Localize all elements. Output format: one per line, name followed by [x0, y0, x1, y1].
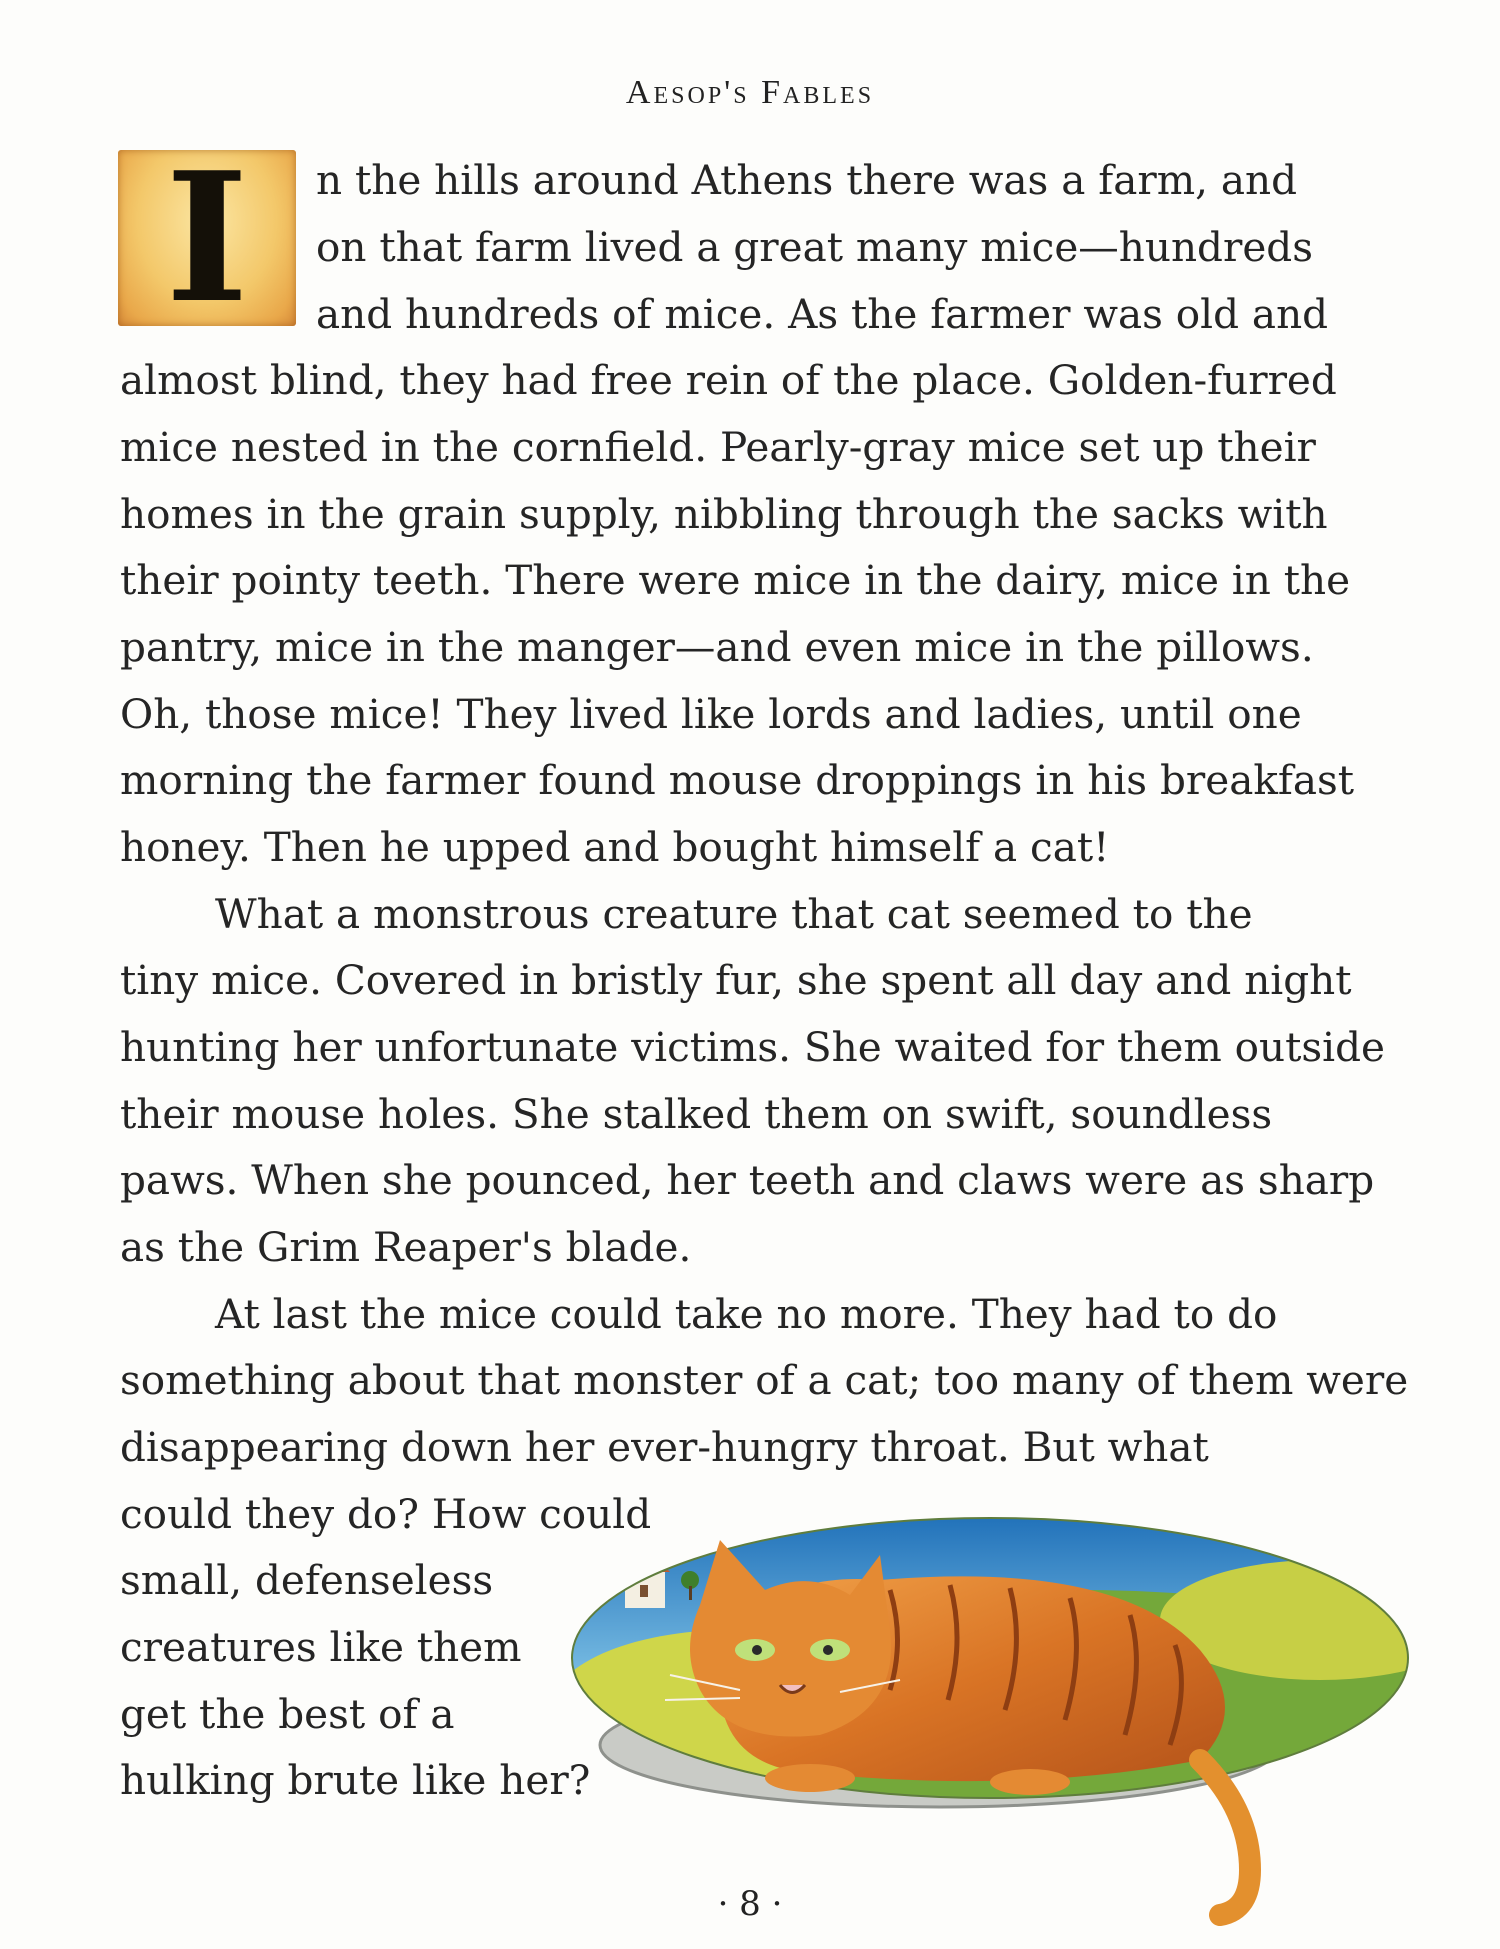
- text-line: could they do? How could: [120, 1490, 652, 1538]
- text-line: pantry, mice in the manger—and even mice in the pillows.: [120, 623, 1314, 671]
- text-line: morning the farmer found mouse droppings in his breakfast: [120, 756, 1355, 804]
- text-line: their pointy teeth. There were mice in the dairy, mice in the: [120, 556, 1351, 604]
- text-line: tiny mice. Covered in bristly fur, she spent all day and night: [120, 956, 1352, 1004]
- drop-cap-letter: I: [165, 133, 249, 342]
- text-line: mice nested in the cornfield. Pearly-gray mice set up their: [120, 423, 1316, 471]
- text-line: their mouse holes. She stalked them on swift, soundless: [120, 1090, 1273, 1138]
- text-line: hunting her unfortunate victims. She waited for them outside: [120, 1023, 1385, 1071]
- text-line: as the Grim Reaper's blade.: [120, 1223, 692, 1271]
- text-line: disappearing down her ever-hungry throat. But what: [120, 1423, 1209, 1471]
- text-line: Oh, those mice! They lived like lords and ladies, until one: [120, 690, 1302, 738]
- text-line: At last the mice could take no more. They had to do: [215, 1290, 1278, 1338]
- cat-illustration: [560, 1510, 1500, 1930]
- text-line: almost blind, they had free rein of the place. Golden-furred: [120, 356, 1337, 404]
- text-line: something about that monster of a cat; too many of them were: [120, 1356, 1409, 1404]
- running-head: Aesop's Fables: [625, 74, 875, 111]
- text-line: honey. Then he upped and bought himself a cat!: [120, 823, 1110, 871]
- text-line: get the best of a: [120, 1690, 455, 1738]
- text-line: on that farm lived a great many mice—hundreds: [316, 223, 1313, 271]
- text-line: What a monstrous creature that cat seemed to the: [215, 890, 1253, 938]
- text-line: n the hills around Athens there was a farm, and: [316, 156, 1298, 204]
- text-line: and hundreds of mice. As the farmer was old and: [316, 290, 1329, 338]
- drop-cap: [118, 133, 296, 342]
- text-line: homes in the grain supply, nibbling through the sacks with: [120, 490, 1328, 538]
- text-line: paws. When she pounced, her teeth and claws were as sharp: [120, 1156, 1375, 1204]
- text-line: small, defenseless: [120, 1556, 494, 1604]
- text-line: creatures like them: [120, 1623, 522, 1671]
- text-line: hulking brute like her?: [120, 1756, 591, 1804]
- page-number: · 8 ·: [717, 1884, 783, 1924]
